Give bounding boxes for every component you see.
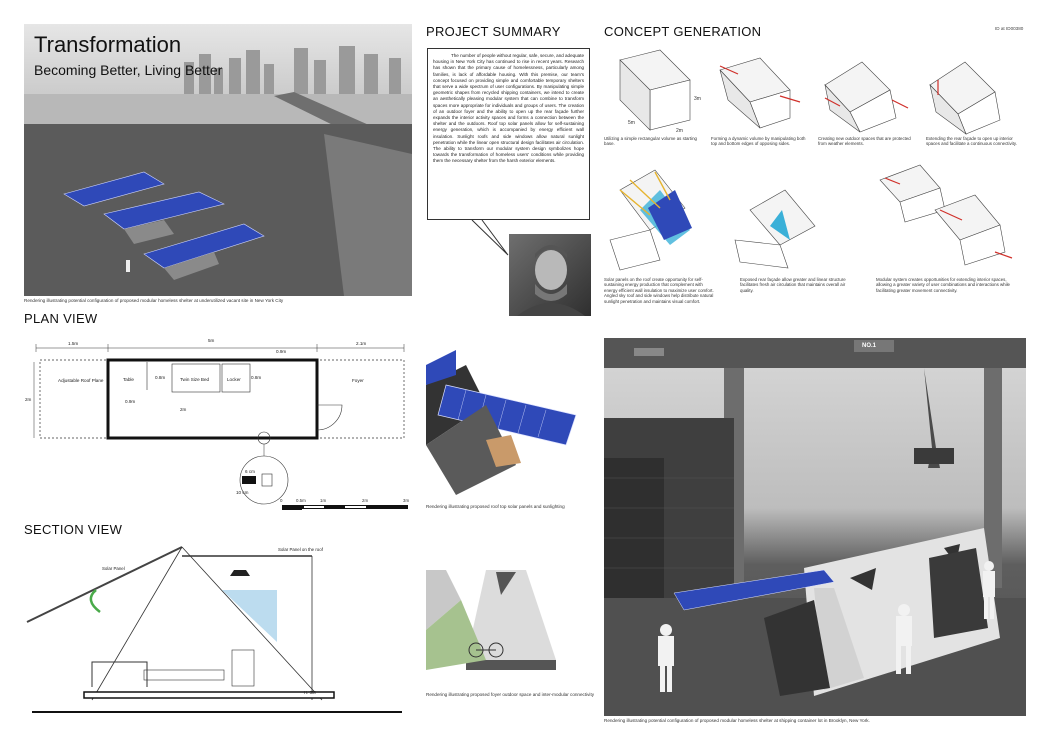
plan-dim-7: 0.9m xyxy=(125,399,136,404)
detail-dim-1: 6 cm xyxy=(245,469,255,474)
scale-1: 1m xyxy=(320,498,327,503)
scale-2: 2m xyxy=(362,498,369,503)
plan-dim-3: 2.1m xyxy=(356,341,367,346)
concept-step-1: Utilizing a simple rectangular volume as starting base. xyxy=(604,136,697,147)
summary-box xyxy=(427,48,590,220)
plan-dim-4: 0.9m xyxy=(276,349,287,354)
room-foyer: Foyer xyxy=(352,378,364,383)
concept-step-4: Extending the rear façade to open up interior spaces and facilitate a continuous connectivity. xyxy=(926,136,1017,147)
room-bed: Twin Size Bed xyxy=(180,377,210,382)
summary-text: The number of people without regular, safe, secure, and adequate housing in New York City has continued to rise in recent years. Research has shown that the primary cause of homelessness, particularly among families, is lack of affordable housing. With this premise, our team's concept focused on providing simple and comfortable temporary shelters that serve a wide spectrum of user configurations. By manipulating simple geometric shapes from recycled shipping containers, we intend to create an aesthetically pleasing modular system that can combine to transform spaces more appropriate for individuals and groups of users. The creation of an outdoor foyer and the ability to open up the rear façade further expands the interior activity spaces and forms a connection between the shelter and the outdoors. Roof top solar panels allow for self-sustaining energy generation, which is accompanied by energy efficient wall insulation. Sunlight roofs and side windows allow natural sunlight penetration while the linear open structural design facilitates air circulation. The ability to transform our modular system design symbolizes hope towards the transformation of homeless users' conditions while providing them the necessary shelter from the harsh exterior elements. xyxy=(433,53,584,164)
scale-bar xyxy=(282,505,408,509)
dim-depth: 2m xyxy=(676,128,683,134)
speech-pointer xyxy=(470,219,510,259)
concept-step-3: Creating new outdoor spaces that are protected from weather elements. xyxy=(818,136,911,147)
concept-heading: CONCEPT GENERATION xyxy=(604,24,762,39)
hero-rendering xyxy=(24,24,412,296)
section-label-roof: Solar Panel on the roof xyxy=(278,547,323,552)
solar-render xyxy=(426,345,590,495)
concept-step-6: Exposed rear façade allow greater and linear structure facilitates fresh air circulation that maintains overall air quality. xyxy=(740,277,846,293)
concept-step-7: Modular system creates opportunities for extending interior spaces, allowing a greater variety of user combinations and interactions while facilitating greater movement connectivity. xyxy=(876,277,1010,293)
section-label-panel: Solar Panel xyxy=(102,566,125,571)
plan-heading: PLAN VIEW xyxy=(24,311,98,326)
crane-label: NO.1 xyxy=(862,343,877,349)
foyer-caption: Rendering illustrating proposed foyer outdoor space and inter-modular connectivity xyxy=(426,692,595,697)
foyer-render xyxy=(426,560,590,680)
big-rendering xyxy=(604,338,1026,716)
room-table: Table xyxy=(123,377,134,382)
solar-caption: Rendering illustrating proposed roof top solar panels and sunlighting xyxy=(426,504,565,509)
section-drawing xyxy=(22,542,414,717)
concept-step-2: Forming a dynamic volume by manipulating both top and bottom edges of opposing sides. xyxy=(711,136,806,147)
plan-dim-5: 0.8m xyxy=(155,375,166,380)
plan-dim-2: 5m xyxy=(208,338,215,343)
hero-caption: Rendering illustrating potential configuration of proposed modular homeless shelter at underutilized vacant site in New York City xyxy=(24,298,284,303)
dim-height: 3m xyxy=(694,96,701,102)
plan-drawing xyxy=(22,330,412,510)
concept-diagrams xyxy=(600,40,1020,290)
hero-title: Transformation xyxy=(34,32,182,57)
scale-05: 0.5m xyxy=(296,498,306,503)
big-caption: Rendering illustrating potential configuration of proposed modular homeless shelter at shipping container lot in Brooklyn, New York. xyxy=(604,718,870,723)
plan-dim-1: 1.5m xyxy=(68,341,79,346)
room-locker: Locker xyxy=(227,377,241,382)
detail-dim-2: 10 cm xyxy=(236,490,249,495)
scale-0: 0 xyxy=(280,498,283,503)
doc-id: ID at ID00380 xyxy=(995,26,1024,31)
section-heading: SECTION VIEW xyxy=(24,522,123,537)
hero-subtitle: Becoming Better, Living Better xyxy=(34,62,223,78)
plan-dim-9: 2m xyxy=(25,397,32,402)
concept-step-5: Solar panels on the roof create opportunity for self-sustaining energy production that complement with energy efficient wall insulation to maximize user comfort. Angled sky roof and side windows help distribute natural sunlight penetration and maintains visual comfort. xyxy=(604,277,714,304)
dim-width: 5m xyxy=(628,120,635,126)
room-roof-plane: Adjustable Roof Plane xyxy=(58,378,104,383)
section-label-height: H: 3M xyxy=(304,690,316,695)
plan-dim-8: 2m xyxy=(180,407,187,412)
portrait-photo xyxy=(509,234,591,316)
summary-heading: PROJECT SUMMARY xyxy=(426,24,561,39)
plan-dim-6: 0.8m xyxy=(251,375,262,380)
scale-3: 3m xyxy=(403,498,410,503)
